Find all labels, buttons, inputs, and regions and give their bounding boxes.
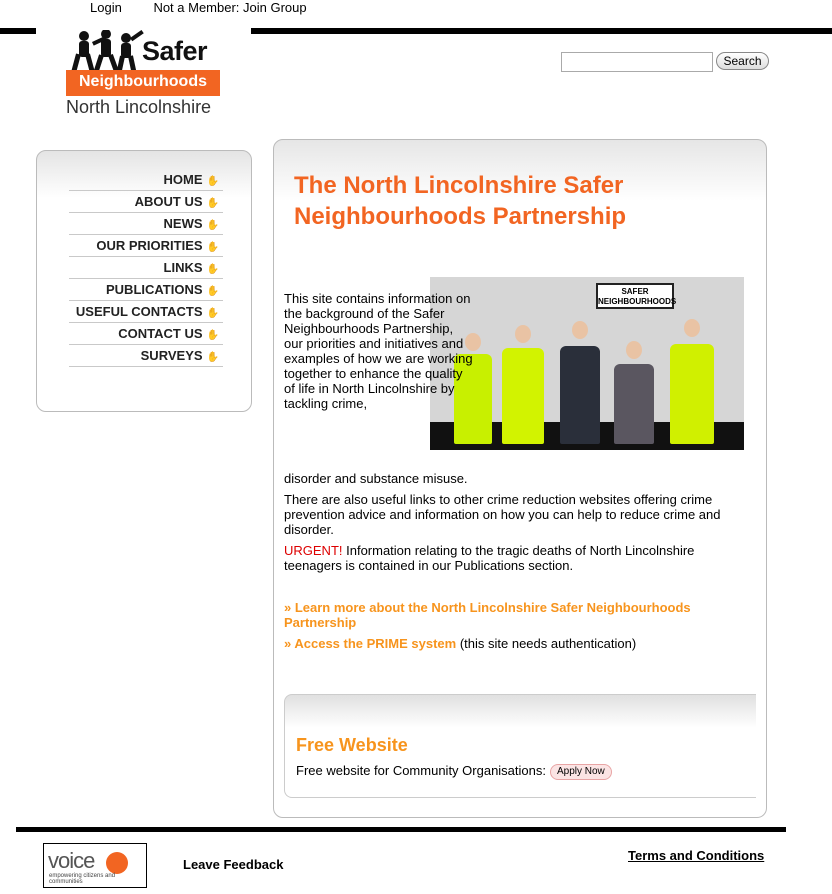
photo-sign-line1: SAFER (621, 287, 649, 296)
logo-band-text: Neighbourhoods (79, 73, 207, 90)
nav-item-useful-contacts[interactable] (69, 301, 223, 323)
prime-note: (this site needs authentication) (456, 636, 637, 651)
main-content (273, 139, 767, 818)
hand-icon: ✋ (206, 286, 219, 297)
voice-megaphone-icon (106, 852, 128, 874)
nav-item-publications[interactable] (69, 279, 223, 301)
voice-tagline: empowering citizens and communities (49, 873, 116, 885)
hand-icon: ✋ (206, 198, 219, 209)
prime-system-link[interactable]: » Access the PRIME system (284, 636, 457, 651)
nav-item-label: PUBLICATIONS (106, 282, 203, 297)
apply-now-button[interactable]: Apply Now (550, 764, 612, 780)
nav-item-news[interactable] (69, 213, 223, 235)
free-website-panel (284, 694, 756, 798)
photo-head (626, 341, 642, 359)
photo-person (614, 364, 654, 444)
nav-item-label: CONTACT US (118, 326, 203, 341)
running-figures-icon (70, 30, 150, 74)
photo-head (684, 319, 700, 337)
hand-icon: ✋ (206, 264, 219, 275)
prime-link-row (284, 636, 744, 651)
page-title: The North Lincolnshire Safer Neighbourhoods Partnership (294, 172, 627, 230)
join-group-link[interactable]: Not a Member: Join Group (153, 0, 307, 15)
hand-icon: ✋ (206, 352, 219, 363)
header-bar-left (0, 28, 36, 34)
free-website-title: Free Website (296, 735, 408, 755)
search-input[interactable] (561, 52, 713, 72)
photo-sign (596, 283, 677, 309)
urgent-paragraph (284, 543, 724, 573)
hand-icon: ✋ (206, 176, 219, 187)
sidebar (36, 150, 252, 412)
hand-icon: ✋ (206, 242, 219, 253)
nav-item-label: HOME (163, 172, 203, 187)
nav-item-label: OUR PRIORITIES (96, 238, 203, 253)
intro-text: This site contains information on the background of the Safer Neighbourhoods Partnership, our priorities and initiatives and examples of how we are working together to enhance the quality of life in North Lincolnshire by tackling crime, (284, 291, 473, 411)
free-website-text-row (296, 763, 612, 780)
intro-text-end: disorder and substance misuse. (284, 471, 468, 486)
search-button[interactable]: Search (716, 52, 769, 70)
photo-person (670, 344, 714, 444)
terms-link[interactable]: Terms and Conditions (628, 848, 765, 863)
nav-item-label: LINKS (163, 260, 203, 275)
voice-logo[interactable] (43, 843, 147, 888)
nav-item-label: USEFUL CONTACTS (75, 304, 203, 319)
footer-bar (16, 827, 786, 832)
nav-item-label: NEWS (163, 216, 203, 231)
photo-head (515, 325, 531, 343)
nav-item-label: SURVEYS (140, 348, 203, 363)
top-links (90, 0, 335, 15)
hand-icon: ✋ (206, 308, 219, 319)
logo-band (66, 70, 220, 96)
learn-more-link[interactable]: » Learn more about the North Lincolnshire Safer Neighbourhoods Partnership (284, 600, 691, 630)
login-link[interactable]: Login (90, 0, 122, 15)
free-website-text: Free website for Community Organisations: (296, 763, 546, 778)
hand-icon: ✋ (206, 220, 219, 231)
nav-item-contact-us[interactable] (69, 323, 223, 345)
photo-head (572, 321, 588, 339)
logo-subtitle: North Lincolnshire (66, 97, 212, 117)
links-paragraph: There are also useful links to other crime reduction websites offering crime prevention advice and information on how you can help to reduce crime and disorder. (284, 492, 721, 537)
nav-item-label: ABOUT US (134, 194, 203, 209)
nav-item-our-priorities[interactable] (69, 235, 223, 257)
leave-feedback-link[interactable]: Leave Feedback (183, 857, 284, 872)
urgent-text: Information relating to the tragic deaths of North Lincolnshire teenagers is contained in our Publications section. (284, 543, 695, 573)
header-bar-right (251, 28, 832, 34)
photo-person (502, 348, 544, 444)
main-nav (69, 169, 223, 367)
partnership-photo (430, 277, 744, 450)
nav-item-home[interactable] (69, 169, 223, 191)
urgent-label: URGENT! (284, 543, 343, 558)
hand-icon: ✋ (206, 330, 219, 341)
nav-item-about-us[interactable] (69, 191, 223, 213)
site-logo[interactable] (64, 30, 224, 120)
photo-sign-line2: NEIGHBOURHOODS (598, 297, 677, 306)
logo-title: Safer (142, 36, 208, 66)
photo-person (560, 346, 600, 444)
voice-logo-word: voice (48, 848, 95, 873)
nav-item-surveys[interactable] (69, 345, 223, 367)
nav-item-links[interactable] (69, 257, 223, 279)
